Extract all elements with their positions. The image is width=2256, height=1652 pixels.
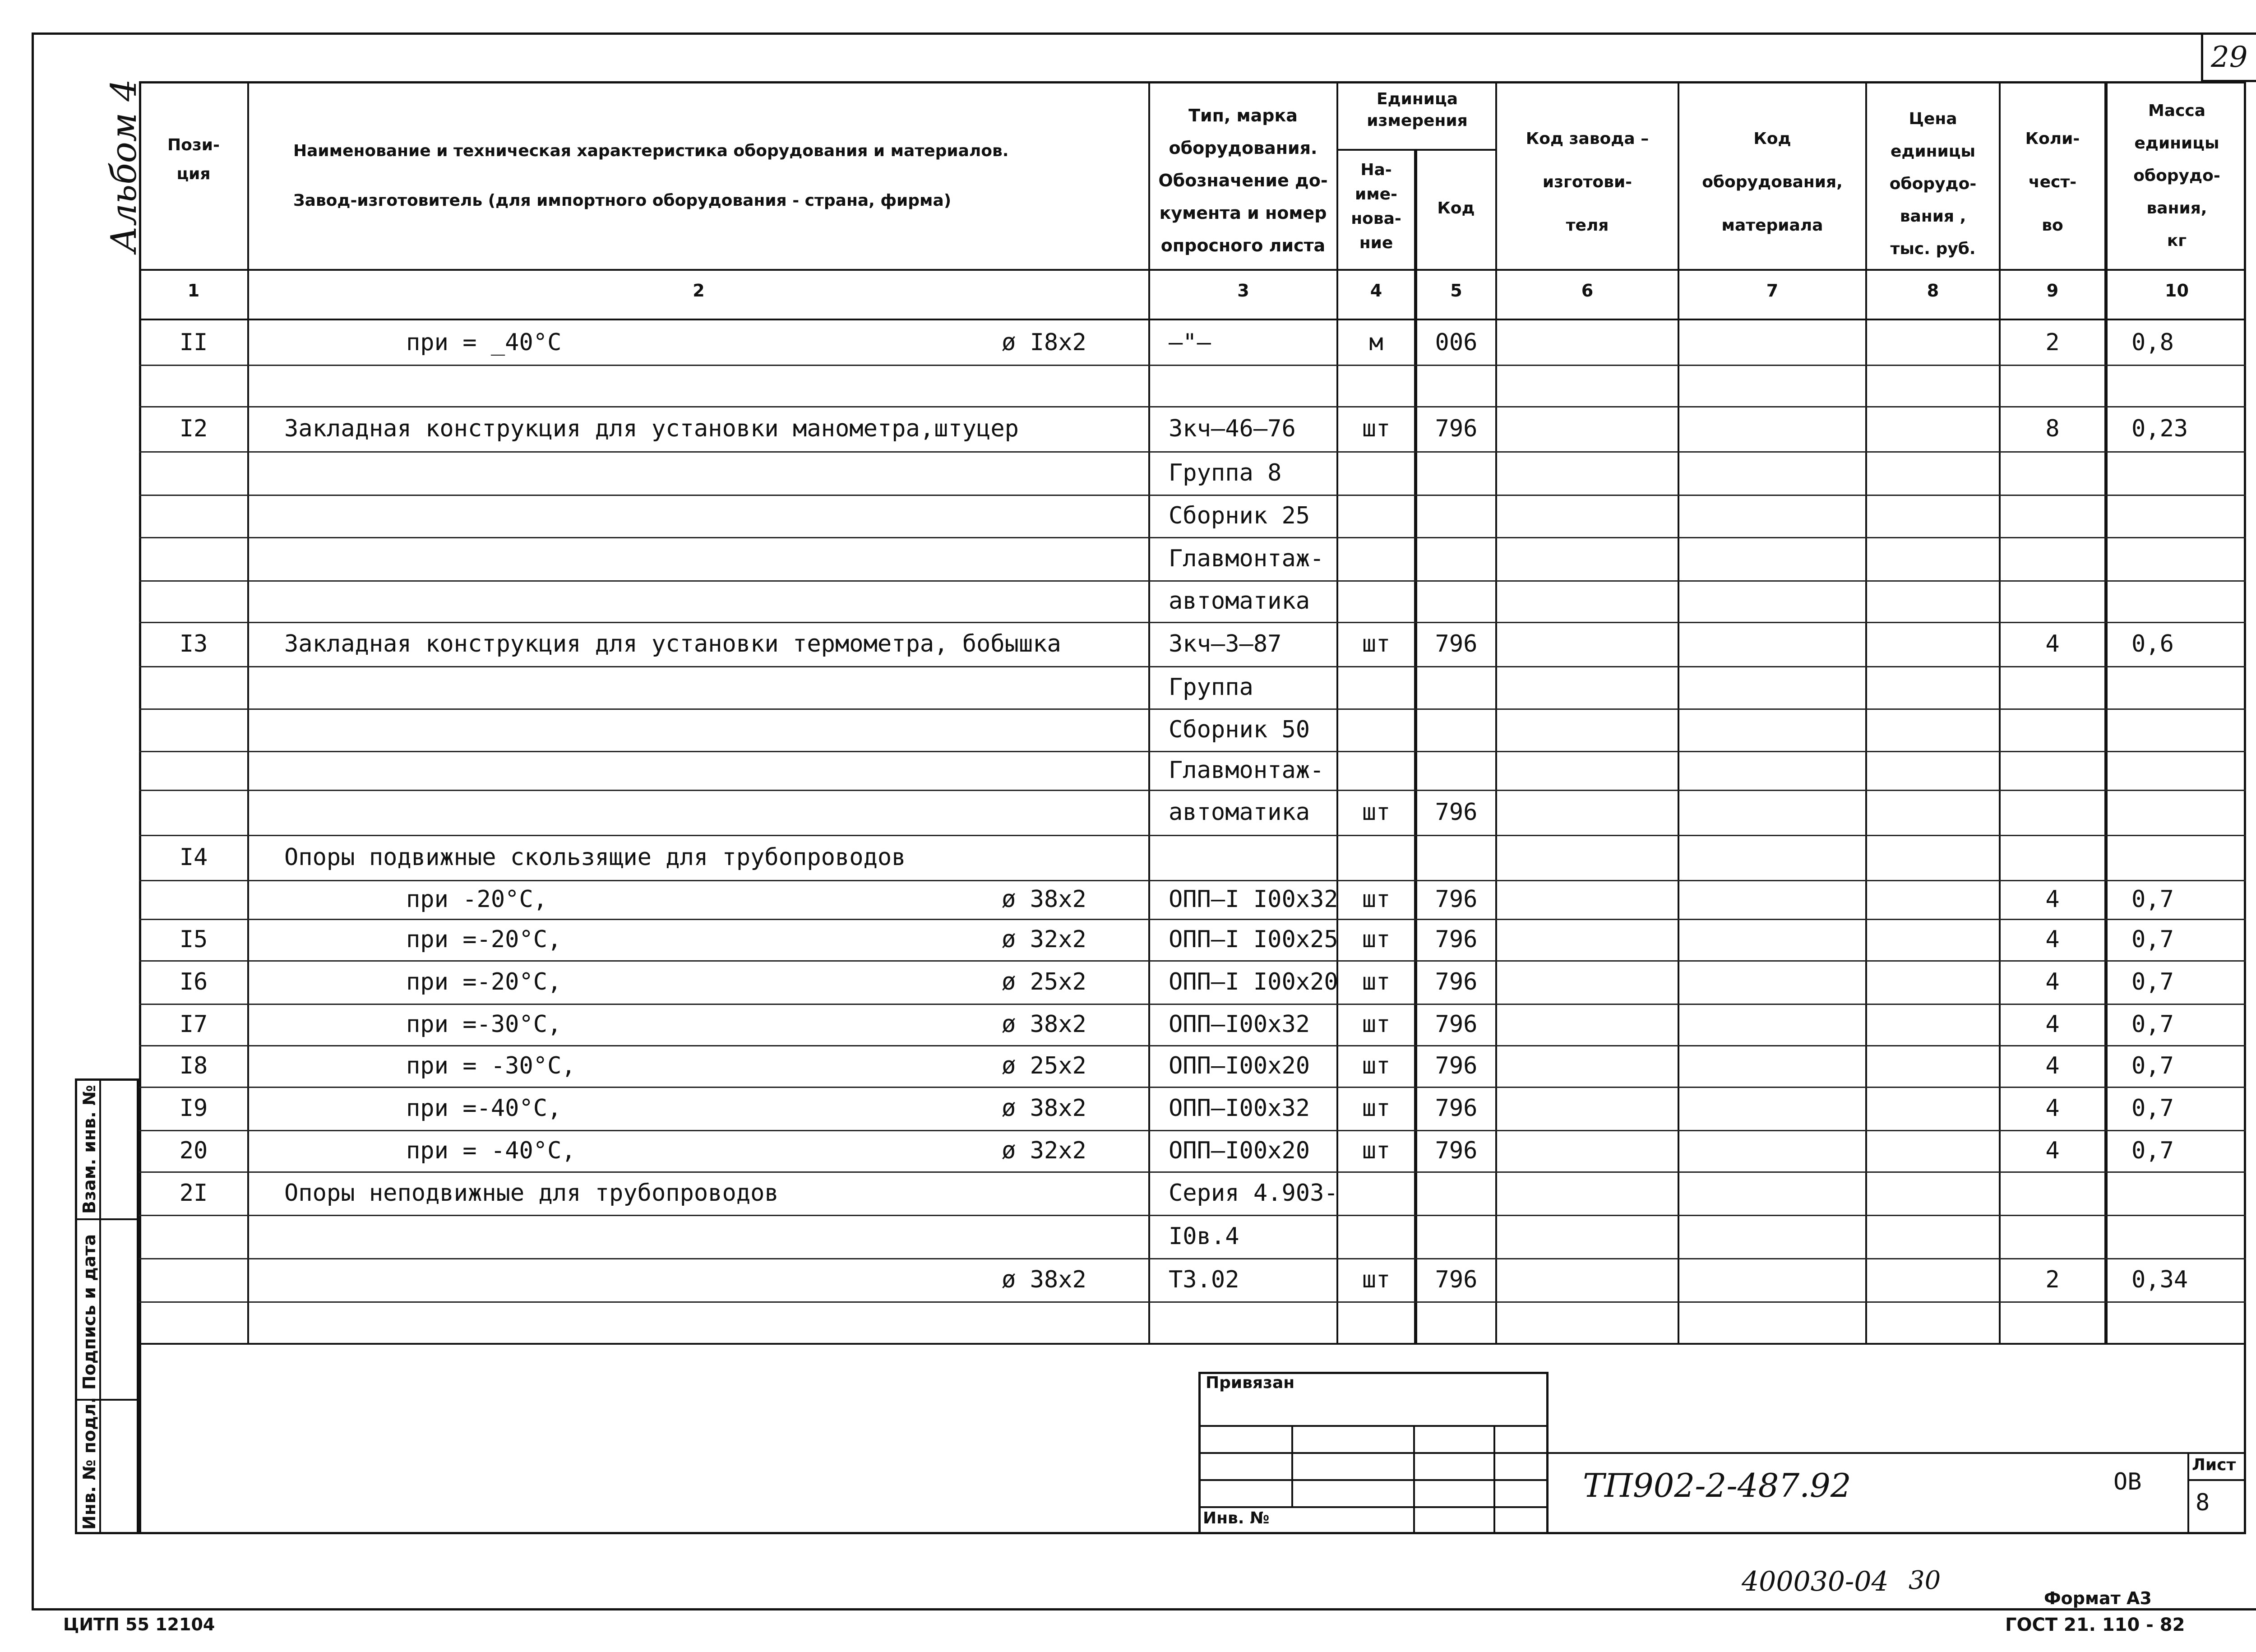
page-number: 29 <box>2211 41 2248 74</box>
cell-type: ОПП–I00x20 <box>1169 1137 1310 1164</box>
cell-name: Закладная конструкция для установки термометра, бобышка <box>284 630 1061 657</box>
hdr-col7: Код оборудования, материала <box>1702 130 1843 235</box>
cell-type: Сборник 50 <box>1169 716 1310 743</box>
inv-no-label: Инв. № <box>1203 1509 1270 1527</box>
cell-position: I4 <box>179 844 208 871</box>
cell-mass: 0,6 <box>2131 630 2174 657</box>
column-number-7: 7 <box>1766 281 1779 301</box>
column-number-3: 3 <box>1237 281 1249 301</box>
cell-quantity: 4 <box>2045 1137 2060 1164</box>
cell-mass: 0,7 <box>2131 926 2174 953</box>
cell-mass: 0,23 <box>2131 415 2188 442</box>
cell-quantity: 2 <box>2045 329 2060 356</box>
cell-diameter: ø 38x2 <box>1002 886 1086 913</box>
cell-mass: 0,8 <box>2131 329 2174 356</box>
cell-mass: 0,7 <box>2131 968 2174 995</box>
cell-type: Сборник 25 <box>1169 502 1310 529</box>
cell-position: I9 <box>179 1095 208 1122</box>
cell-mass: 0,34 <box>2131 1266 2188 1293</box>
privyazan-label: Привязан <box>1206 1374 1295 1392</box>
column-number-2: 2 <box>693 281 705 301</box>
cell-mass: 0,7 <box>2131 1011 2174 1038</box>
section-code: ОВ <box>2113 1468 2142 1495</box>
cell-position: I5 <box>179 926 208 953</box>
cell-diameter: ø 25x2 <box>1002 968 1086 995</box>
cell-type: Главмонтаж- <box>1169 545 1324 572</box>
footer-handwritten: 400030-04 <box>1742 1566 1889 1597</box>
side-label-signature-date: Подпись и дата <box>79 1234 99 1390</box>
cell-unit: шт <box>1362 968 1391 995</box>
cell-type: автоматика <box>1169 588 1310 615</box>
cell-type: ОПП–I I00x25 <box>1169 926 1338 953</box>
column-number-10: 10 <box>2165 281 2189 301</box>
hdr-col3: Тип, марка оборудования. Обозначение до- кумента и номер опросного листа <box>1158 106 1328 255</box>
hdr-col9: Коли- чест- во <box>2025 130 2080 235</box>
cell-type: Серия 4.903- <box>1169 1180 1338 1207</box>
cell-name: при =-20°C, <box>406 926 562 953</box>
cell-unit: шт <box>1362 799 1391 826</box>
cell-unit: шт <box>1362 1137 1391 1164</box>
cell-code: 796 <box>1435 630 1478 657</box>
cell-code: 796 <box>1435 1052 1478 1079</box>
cell-type: Главмонтаж- <box>1169 757 1324 784</box>
cell-quantity: 2 <box>2045 1266 2060 1293</box>
cell-type: Зкч–3–87 <box>1169 630 1282 657</box>
footer-handwritten-2: 30 <box>1909 1566 1941 1595</box>
cell-unit: м <box>1369 329 1383 356</box>
cell-position: I2 <box>179 415 208 442</box>
cell-type: ТЗ.02 <box>1169 1266 1239 1293</box>
cell-type: Зкч–46–76 <box>1169 415 1296 442</box>
cell-name: при = -30°C, <box>406 1052 576 1079</box>
cell-code: 796 <box>1435 1011 1478 1038</box>
column-number-1: 1 <box>187 281 200 301</box>
cell-code: 796 <box>1435 799 1478 826</box>
cell-name: при = -40°C, <box>406 1137 576 1164</box>
cell-type: ОПП–I I00x32 <box>1169 886 1338 913</box>
cell-diameter: ø 32x2 <box>1002 926 1086 953</box>
cell-name: при =-30°C, <box>406 1011 562 1038</box>
cell-code: 796 <box>1435 1266 1478 1293</box>
cell-quantity: 4 <box>2045 630 2060 657</box>
hdr-col2: Наименование и техническая характеристика оборудования и материалов. Завод-изготовитель (для импортного оборудования - страна, фирма) <box>293 142 1009 210</box>
hdr-col10: Масса единицы оборудо- вания, кг <box>2133 102 2220 250</box>
sheet-label: Лист <box>2192 1456 2236 1474</box>
column-number-4: 4 <box>1370 281 1382 301</box>
column-number-9: 9 <box>2046 281 2059 301</box>
cell-diameter: ø 38x2 <box>1002 1266 1086 1293</box>
column-number-5: 5 <box>1450 281 1462 301</box>
cell-unit: шт <box>1362 926 1391 953</box>
cell-unit: шт <box>1362 1266 1391 1293</box>
cell-type: ОПП–I00x32 <box>1169 1011 1310 1038</box>
cell-name: Опоры подвижные скользящие для трубопроводов <box>284 844 906 871</box>
cell-quantity: 4 <box>2045 968 2060 995</box>
cell-type: автоматика <box>1169 799 1310 826</box>
cell-diameter: ø 32x2 <box>1002 1137 1086 1164</box>
cell-type: –"– <box>1169 329 1211 356</box>
cell-position: II <box>179 329 208 356</box>
column-number-8: 8 <box>1927 281 1939 301</box>
hdr-col4: На- име- нова- ние <box>1351 161 1401 252</box>
hdr-col8: Цена единицы оборудо- вания , тыс. руб. <box>1889 110 1977 258</box>
cell-name: при -20°C, <box>406 886 548 913</box>
cell-code: 006 <box>1435 329 1478 356</box>
cell-quantity: 4 <box>2045 1052 2060 1079</box>
footer-gost: ГОСТ 21. 110 - 82 <box>2005 1615 2185 1635</box>
cell-name: Закладная конструкция для установки манометра,штуцер <box>284 415 1019 442</box>
cell-position: 20 <box>179 1137 208 1164</box>
cell-type: ОПП–I00x20 <box>1169 1052 1310 1079</box>
document-code: ТП902-2-487.92 <box>1583 1467 1851 1504</box>
cell-code: 796 <box>1435 886 1478 913</box>
side-label-vzam-inv: Взам. инв. № <box>79 1085 99 1214</box>
cell-mass: 0,7 <box>2131 1095 2174 1122</box>
cell-type: Группа 8 <box>1169 459 1282 486</box>
cell-name: при =-40°C, <box>406 1095 562 1122</box>
cell-position: I7 <box>179 1011 208 1038</box>
cell-name: при =-20°C, <box>406 968 562 995</box>
cell-diameter: ø 25x2 <box>1002 1052 1086 1079</box>
hdr-col1: Пози- ция <box>167 136 220 183</box>
cell-code: 796 <box>1435 926 1478 953</box>
hdr-col5: Код <box>1437 199 1475 217</box>
cell-mass: 0,7 <box>2131 1052 2174 1079</box>
cell-position: I3 <box>179 630 208 657</box>
hdr-col6: Код завода – изготови- теля <box>1526 130 1649 235</box>
cell-unit: шт <box>1362 886 1391 913</box>
cell-unit: шт <box>1362 1011 1391 1038</box>
cell-position: I8 <box>179 1052 208 1079</box>
cell-code: 796 <box>1435 1137 1478 1164</box>
cell-type: Группа <box>1169 674 1253 701</box>
cell-mass: 0,7 <box>2131 1137 2174 1164</box>
cell-diameter: ø I8x2 <box>1002 329 1086 356</box>
cell-name: при = _40°C <box>406 329 562 356</box>
hdr-unit-group: Единица измерения <box>1367 90 1468 130</box>
cell-unit: шт <box>1362 1052 1391 1079</box>
cell-quantity: 4 <box>2045 1011 2060 1038</box>
cell-code: 796 <box>1435 1095 1478 1122</box>
cell-type: I0в.4 <box>1169 1223 1239 1250</box>
cell-mass: 0,7 <box>2131 886 2174 913</box>
cell-quantity: 4 <box>2045 926 2060 953</box>
footer-format: Формат А3 <box>2044 1588 2152 1608</box>
cell-quantity: 8 <box>2045 415 2060 442</box>
cell-code: 796 <box>1435 415 1478 442</box>
cell-unit: шт <box>1362 1095 1391 1122</box>
cell-unit: шт <box>1362 630 1391 657</box>
cell-type: ОПП–I00x32 <box>1169 1095 1310 1122</box>
cell-diameter: ø 38x2 <box>1002 1095 1086 1122</box>
sheet-number: 8 <box>2196 1489 2210 1516</box>
cell-code: 796 <box>1435 968 1478 995</box>
column-number-6: 6 <box>1581 281 1594 301</box>
cell-position: I6 <box>179 968 208 995</box>
album-label: Альбом 4 <box>104 79 144 253</box>
cell-quantity: 4 <box>2045 1095 2060 1122</box>
cell-position: 2I <box>179 1180 208 1207</box>
footer-left: ЦИТП 55 12104 <box>63 1615 215 1634</box>
side-label-inv-podl: Инв. № подл. <box>79 1397 99 1530</box>
cell-unit: шт <box>1362 415 1391 442</box>
cell-quantity: 4 <box>2045 886 2060 913</box>
cell-diameter: ø 38x2 <box>1002 1011 1086 1038</box>
cell-type: ОПП–I I00x20 <box>1169 968 1338 995</box>
cell-name: Опоры неподвижные для трубопроводов <box>284 1180 779 1207</box>
